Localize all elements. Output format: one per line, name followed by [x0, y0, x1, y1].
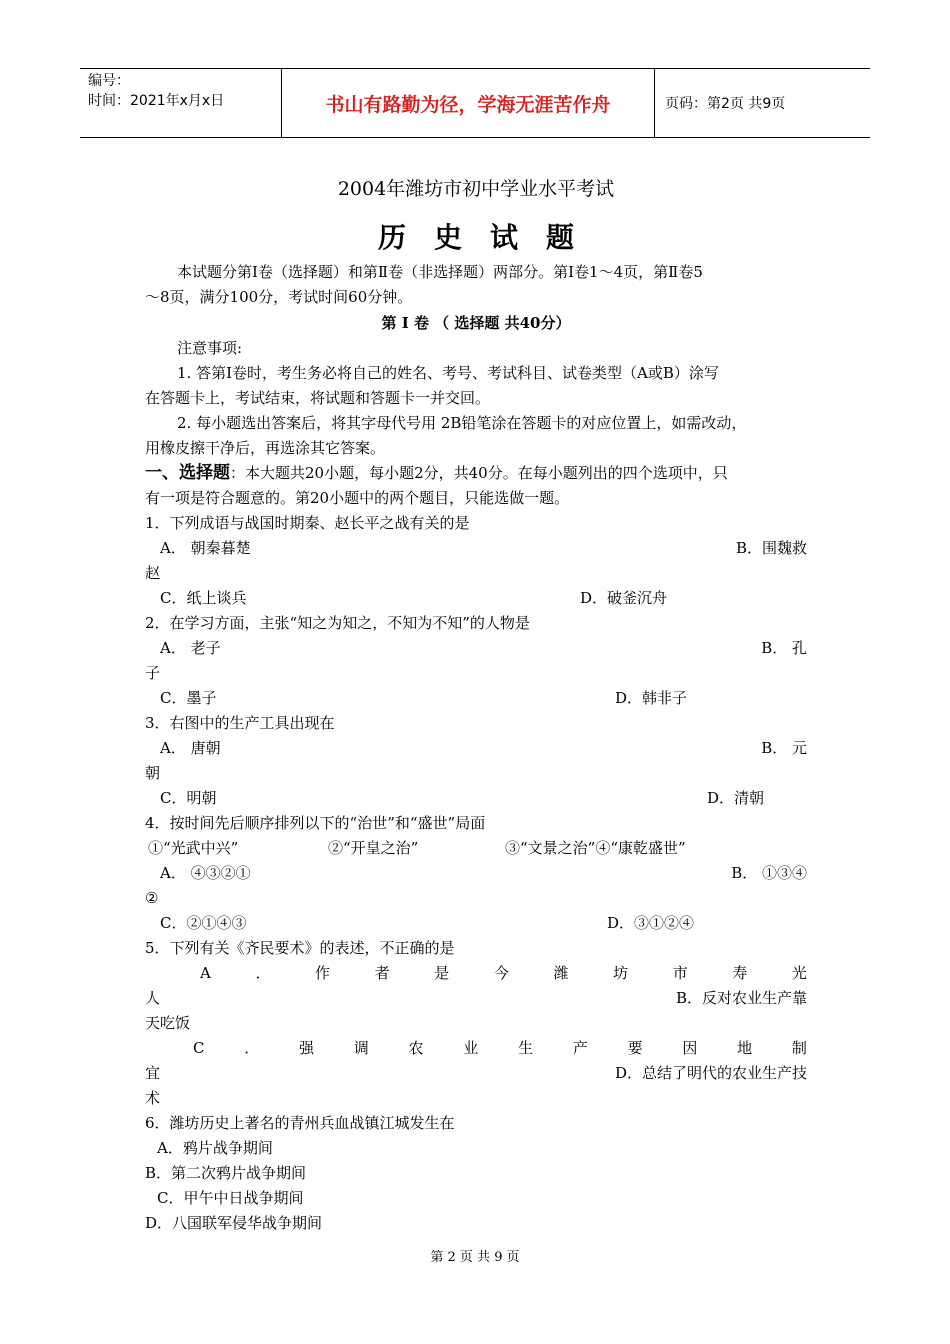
header-date-label: 时间：2021年x月x日	[88, 93, 225, 109]
q5-c-char: 地	[737, 1039, 753, 1057]
q3-row-ab	[145, 736, 807, 761]
q6-option-c: C．甲午中日战争期间	[157, 1189, 304, 1207]
q1-stem: 1．下列成语与战国时期秦、赵长平之战有关的是	[145, 514, 470, 532]
q5-option-b: B．反对农业生产靠	[675, 989, 807, 1007]
q3-option-c: C．明朝	[160, 789, 217, 807]
q5-c-char: 要	[627, 1039, 643, 1057]
q5-row-cd	[145, 1061, 807, 1086]
q2-stem: 2．在学习方面，主张“知之为知之，不知为不知”的人物是	[145, 614, 530, 632]
q5-c-char: ．	[244, 1039, 260, 1057]
q5-c-char: 产	[572, 1039, 588, 1057]
q5-c-char: 因	[682, 1039, 698, 1057]
q4-row-ab	[145, 861, 807, 886]
q4-option-c: C．②①④③	[160, 914, 247, 932]
notice-2a: 2. 每小题选出答案后，将其字母代号用 2B铅笔涂在答题卡的对应位置上，如需改动，	[177, 414, 747, 432]
q5-c-char: C	[193, 1039, 205, 1057]
q4-item-1: ①“光武中兴”	[148, 839, 239, 857]
q6-option-d: D．八国联军侵华战争期间	[145, 1214, 323, 1232]
q5-a-char: 潍	[553, 964, 569, 982]
header-left-cell	[80, 69, 282, 137]
q5-option-d-wrap: 术	[145, 1089, 161, 1107]
q1-option-a: A． 朝秦暮楚	[160, 539, 251, 557]
part1-label: 一、选择题	[145, 463, 230, 483]
q5-row-ab	[145, 986, 807, 1011]
q3-option-d: D．清朝	[707, 789, 765, 807]
q3-stem: 3．右图中的生产工具出现在	[145, 714, 335, 732]
q1-option-b-wrap: 赵	[145, 564, 161, 582]
q1-row-cd	[145, 586, 807, 611]
exam-title: 2004年潍坊市初中学业水平考试	[337, 178, 615, 200]
notice-1b: 在答题卡上，考试结束，将试题和答题卡一并交回。	[145, 389, 491, 407]
q5-option-a-wrap: 人	[145, 989, 161, 1007]
subject-title: 历史试题	[377, 221, 602, 254]
q5-option-a	[145, 961, 807, 986]
q6-stem: 6．潍坊历史上著名的青州兵血战镇江城发生在	[145, 1114, 455, 1132]
q5-c-char: 农	[408, 1039, 424, 1057]
intro-line-2: ～8页，满分100分，考试时间60分钟。	[145, 288, 413, 306]
q5-c-char: 制	[791, 1039, 807, 1057]
q5-option-d: D．总结了明代的农业生产技	[614, 1064, 807, 1082]
q2-option-c: C．墨子	[160, 689, 217, 707]
page-header	[80, 68, 870, 138]
q5-c-char: 业	[463, 1039, 479, 1057]
part1-text-2: 有一项是符合题意的。第20小题中的两个题目，只能选做一题。	[145, 489, 570, 507]
q5-option-b-wrap: 天吃饭	[145, 1014, 191, 1032]
q1-option-b: B．围魏救	[735, 539, 807, 557]
document-body	[145, 170, 807, 1236]
q5-a-char: ．	[255, 964, 271, 982]
q3-option-b: B． 元	[761, 739, 807, 757]
q5-c-char: 生	[518, 1039, 534, 1057]
header-id-label: 编号：	[88, 73, 130, 89]
q3-option-a: A． 唐朝	[160, 739, 221, 757]
q2-row-ab	[145, 636, 807, 661]
q5-a-char: 坊	[613, 964, 629, 982]
notice-2b: 用橡皮擦干净后，再选涂其它答案。	[145, 439, 386, 457]
notice-title: 注意事项:	[177, 339, 243, 357]
q4-stem: 4．按时间先后顺序排列以下的“治世”和“盛世”局面	[145, 814, 486, 832]
part1-text: ：本大题共20小题，每小题2分，共40分。在每小题列出的四个选项中，只	[230, 464, 728, 482]
q5-option-c	[145, 1036, 807, 1061]
q5-c-char: 强	[299, 1039, 315, 1057]
notice-1a: 1. 答第Ⅰ卷时，考生务必将自己的姓名、考号、考试科目、试卷类型（A或B）涂写	[177, 364, 719, 382]
q4-option-b: B． ①③④	[731, 864, 807, 882]
q4-item-2: ②“开皇之治”	[328, 839, 419, 857]
q4-item-3: ③“文景之治”④“康乾盛世”	[505, 839, 686, 857]
q5-a-char: A	[200, 964, 211, 982]
q4-option-d: D．③①②④	[607, 914, 695, 932]
q4-items	[145, 836, 807, 861]
intro-line-1: 本试题分第Ⅰ卷（选择题）和第Ⅱ卷（非选择题）两部分。第Ⅰ卷1～4页，第Ⅱ卷5	[177, 263, 703, 281]
q4-row-cd	[145, 911, 807, 936]
q3-option-b-wrap: 朝	[145, 764, 161, 782]
q1-option-c: C．纸上谈兵	[160, 589, 247, 607]
q2-row-cd	[145, 686, 807, 711]
q5-c-char: 调	[353, 1039, 369, 1057]
q3-row-cd	[145, 786, 807, 811]
page-footer: 第 2 页 共 9 页	[430, 1250, 520, 1265]
part1-instructions	[145, 461, 807, 486]
q4-option-b-wrap: ②	[145, 889, 159, 907]
q6-option-a: A．鸦片战争期间	[157, 1139, 273, 1157]
q5-a-char: 今	[493, 964, 509, 982]
q2-option-d: D．韩非子	[615, 689, 688, 707]
q2-option-b-wrap: 子	[145, 664, 161, 682]
q2-option-a: A． 老子	[160, 639, 221, 657]
q6-option-b: B．第二次鸦片战争期间	[145, 1164, 307, 1182]
q5-a-char: 作	[315, 964, 331, 982]
q5-a-char: 市	[672, 964, 688, 982]
q5-a-char: 寿	[732, 964, 748, 982]
q5-a-char: 光	[791, 964, 807, 982]
q1-option-d: D．破釜沉舟	[580, 589, 668, 607]
q1-row-ab	[145, 536, 807, 561]
section-heading: 第 Ⅰ 卷 （ 选择题 共40分）	[381, 314, 571, 332]
q5-option-c-wrap: 宜	[145, 1064, 161, 1082]
q4-option-a: A． ④③②①	[160, 864, 251, 882]
q2-option-b: B． 孔	[761, 639, 807, 657]
q5-a-char: 是	[434, 964, 450, 982]
q5-a-char: 者	[374, 964, 390, 982]
header-motto: 书山有路勤为径，学海无涯苦作舟	[282, 69, 655, 137]
q5-stem: 5．下列有关《齐民要术》的表述，不正确的是	[145, 939, 455, 957]
header-page-label: 页码：第2页 共9页	[665, 96, 786, 112]
